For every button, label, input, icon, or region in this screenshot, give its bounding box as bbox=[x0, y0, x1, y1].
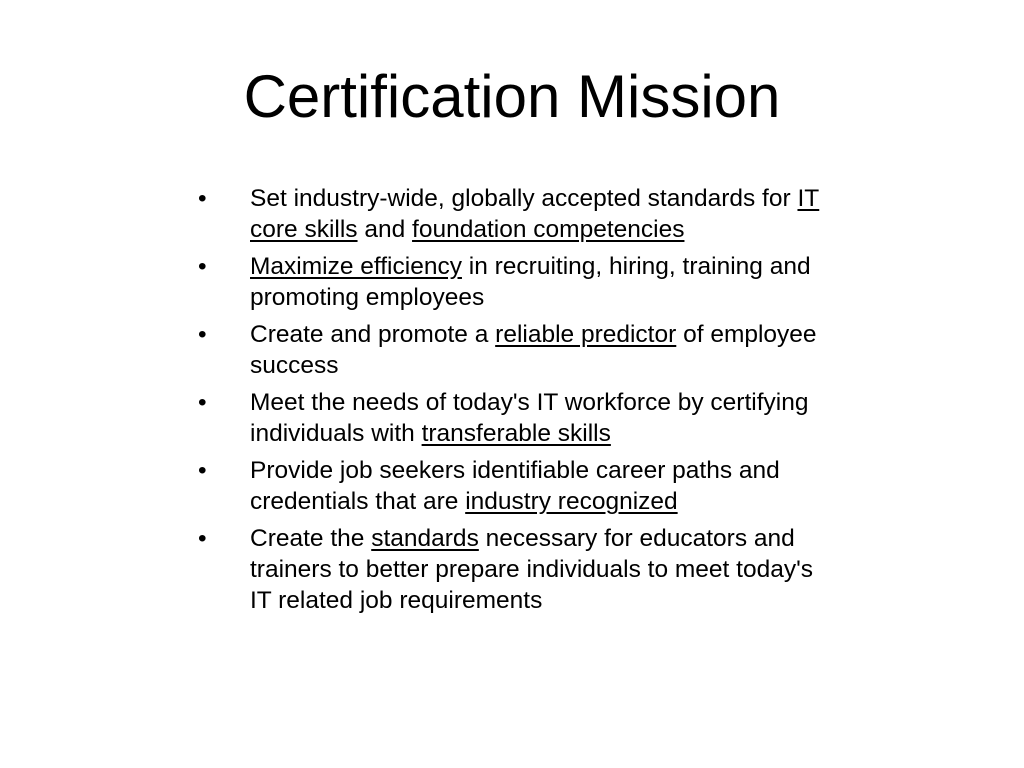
bullet-text-segment: in recruiting, hiring, training and promoting employees bbox=[250, 253, 811, 311]
underlined-term: Maximize efficiency bbox=[250, 253, 462, 280]
bullet-text bbox=[250, 185, 819, 243]
bullet-text bbox=[250, 321, 817, 379]
bullet-text bbox=[250, 389, 808, 447]
underlined-term: industry recognized bbox=[465, 488, 678, 515]
bullet-item bbox=[192, 319, 832, 381]
underlined-term: foundation competencies bbox=[412, 216, 685, 243]
bullet-item bbox=[192, 523, 832, 616]
bullet-marker: • bbox=[198, 321, 207, 348]
slide-title: Certification Mission bbox=[243, 63, 781, 130]
bullet-text-segment: Meet the needs of today's IT workforce by certifying individuals with bbox=[250, 389, 809, 447]
bullet-item bbox=[192, 183, 832, 245]
bullet-text-segment: and bbox=[357, 216, 413, 243]
bullet-text bbox=[250, 525, 813, 614]
bullet-marker: • bbox=[198, 457, 207, 484]
bullet-text bbox=[250, 253, 811, 311]
bullet-marker: • bbox=[198, 253, 207, 280]
bullet-item bbox=[192, 251, 832, 313]
bullet-text bbox=[250, 457, 780, 515]
bullet-text-segment: Provide job seekers identifiable career paths and credentials that are bbox=[250, 457, 780, 515]
bullet-text-segment: Set industry-wide, globally accepted standards for bbox=[250, 185, 798, 212]
bullet-text-segment: necessary for educators and trainers to better prepare individuals to meet today's IT related job requirements bbox=[250, 525, 814, 614]
bullet-marker: • bbox=[198, 525, 207, 552]
underlined-term: transferable skills bbox=[421, 420, 611, 447]
bullet-marker: • bbox=[198, 185, 207, 212]
underlined-term: standards bbox=[371, 525, 479, 552]
underlined-term: reliable predictor bbox=[495, 321, 677, 348]
bullet-text-segment: of employee success bbox=[250, 321, 817, 379]
bullet-list bbox=[192, 183, 832, 622]
bullet-text-segment: Create and promote a bbox=[250, 321, 496, 348]
bullet-item bbox=[192, 387, 832, 449]
bullet-text-segment: Create the bbox=[250, 525, 372, 552]
underlined-term: IT core skills bbox=[250, 185, 820, 243]
bullet-item bbox=[192, 455, 832, 517]
bullet-marker: • bbox=[198, 389, 207, 416]
